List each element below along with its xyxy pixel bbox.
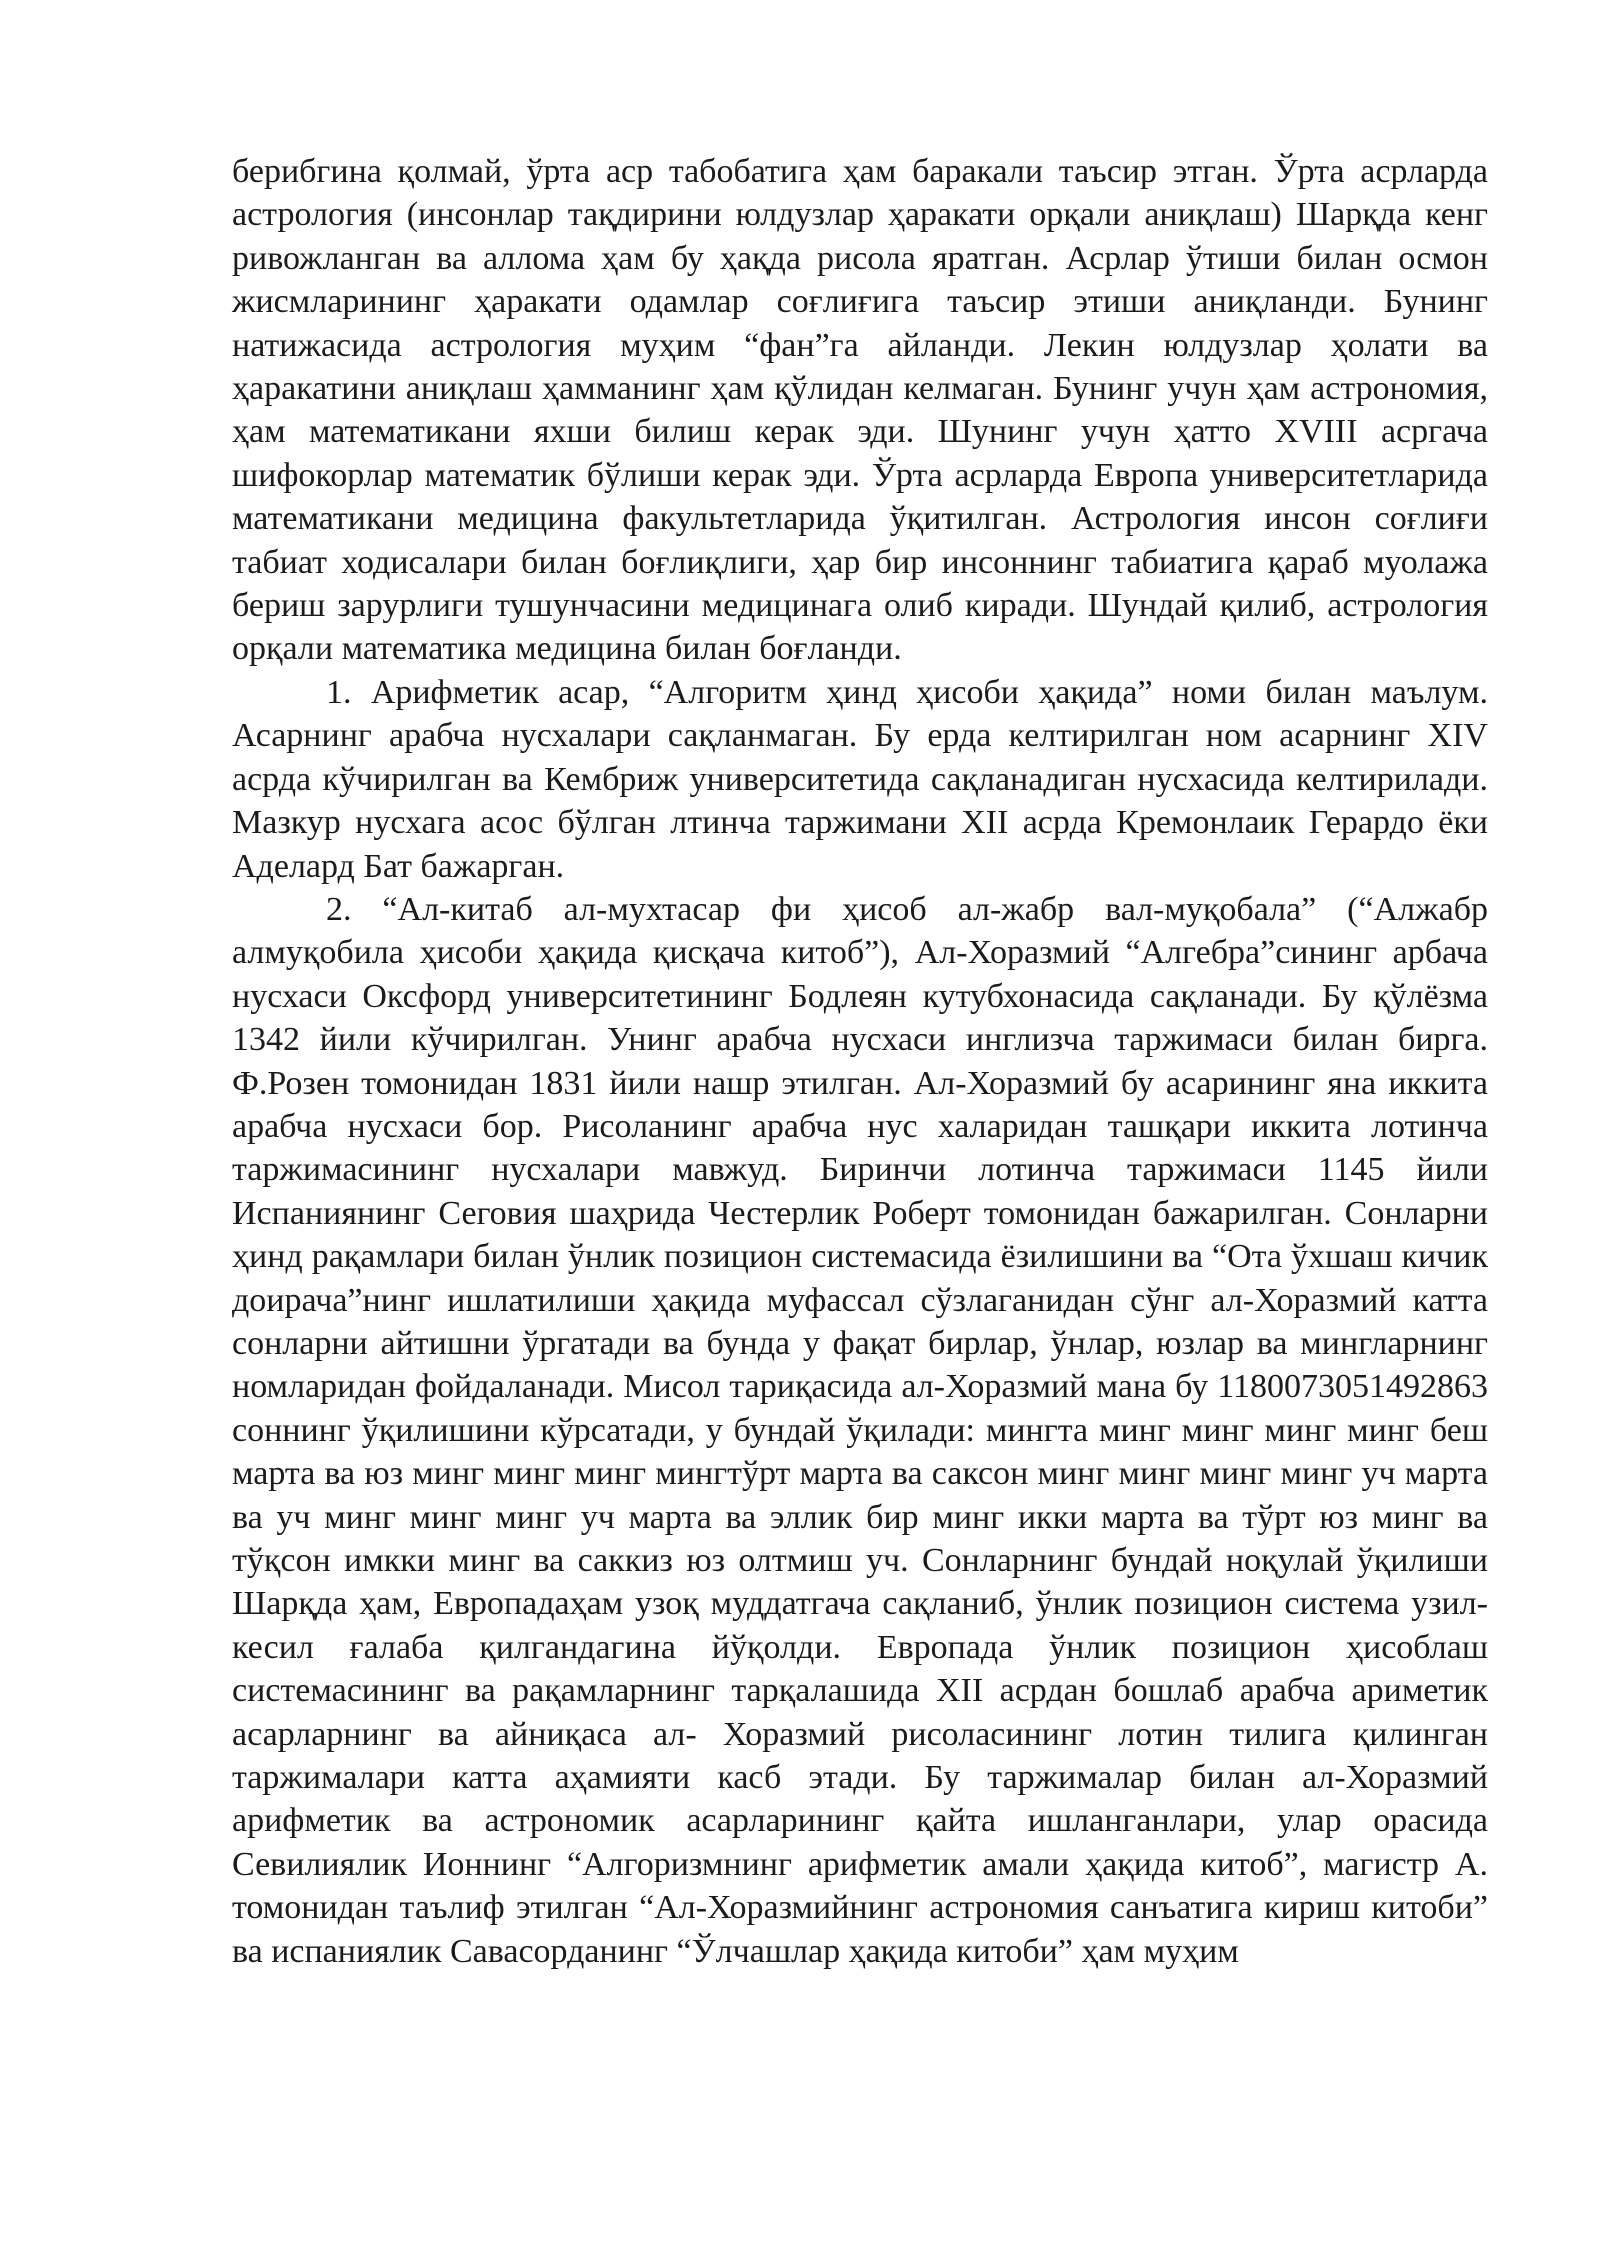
paragraph-algebra-treatise: 2. “Ал-китаб ал-мухтасар фи ҳисоб ал-жабр вал-муқобала” (“Алжабр алмуқобила ҳисоби ҳақида қисқача китоб”), Ал-Хоразмий “Алгебра”сининг арбача нусхаси Оксфорд университетининг Бодлеян кутубхонасида сақланади. Бу қўлёзма 1342 йили кўчирилган. Унинг арабча нусхаси инглизча таржимаси билан бирга. Ф.Розен томонидан 1831 йили нашр этилган. Ал-Хоразмий бу асарининг яна иккита арабча нусхаси бор. Рисоланинг арабча нус халаридан ташқари иккита лотинча таржимасининг нусхалари мавжуд. Биринчи лотинча таржимаси 1145 йили Испаниянинг Сеговия шаҳрида Честерлик Роберт томонидан бажарилган. Сонларни ҳинд рақамлари билан ўнлик позицион системасида ёзилишини ва “Ота ўхшаш кичик доирача”нинг ишлатилиши ҳақида муфассал сўзлаганидан сўнг ал-Хоразмий катта сонларни айтишни ўргатади ва бунда у фақат бирлар, ўнлар, юзлар ва мингларнинг номларидан фойдаланади. Мисол тариқасида ал-Хоразмий мана бу 1180073051492863 соннинг ўқилишини кўрсатади, у бундай ўқилади: мингта минг минг минг минг беш марта ва юз минг минг минг мингтўрт марта ва саксон минг минг минг минг уч марта ва уч минг минг минг уч марта ва эллик бир минг икки марта ва тўрт юз минг ва тўқсон имкки минг ва саккиз юз олтмиш уч. Сонларнинг бундай ноқулай ўқилиши Шарқда ҳам, Европадаҳам узоқ муддатгача сақланиб, ўнлик позицион система узил-кесил ғалаба қилгандагина йўқолди. Европада ўнлик позицион ҳисоблаш системасининг ва рақамларнинг тарқалашида XII асрдан бошлаб арабча ариметик асарларнинг ва айниқаса ал- Хоразмий рисоласининг лотин тилига қилинган таржималари катта аҳамияти касб этади. Бу таржималар билан ал-Хоразмий арифметик ва астрономик асарларининг қайта ишланганлари, улар орасида Севилиялик Ионнинг “Алгоризмнинг арифметик амали ҳақида китоб”, магистр А. томонидан таълиф этилган “Ал-Хоразмийнинг астрономия санъатига кириш китоби” ва испаниялик Савасорданинг “Ўлчашлар ҳақида китоби” ҳам муҳим	[232, 890, 1488, 1970]
paragraph-arithmetic-treatise: 1. Арифметик асар, “Алгоритм ҳинд ҳисоби ҳақида” номи билан маълум. Асарнинг арабча нусхалари сақланмаган. Бу ерда келтирилган ном асарнинг XIV асрда кўчирилган ва Кембриж университетида сақланадиган нусхасида келтирилади. Мазкур нусхага асос бўлган лтинча таржимани XII асрда Кремонлаик Герардо ёки Аделард Бат бажарган.	[232, 673, 1488, 885]
document-page	[232, 150, 1488, 1973]
paragraph-astrology: берибгина қолмай, ўрта аср табобатига ҳам баракали таъсир этган. Ўрта асрларда астрология (инсонлар тақдирини юлдузлар ҳаракати орқали аниқлаш) Шарқда кенг ривожланган ва аллома ҳам бу ҳақда рисола яратган. Асрлар ўтиши билан осмон жисмларининг ҳаракати одамлар соғлиғига таъсир этиши аниқланди. Бунинг натижасида астрология муҳим “фан”га айланди. Лекин юлдузлар ҳолати ва ҳаракатини аниқлаш ҳамманинг ҳам қўлидан келмаган. Бунинг учун ҳам астрономия, ҳам математикани яхши билиш керак эди. Шунинг учун ҳатто XVIII асргача шифокорлар математик бўлиши керак эди. Ўрта асрларда Европа университетларида математикани медицина факультетларида ўқитилган. Астрология инсон соғлиғи табиат ходисалари билан боғлиқлиги, ҳар бир инсоннинг табиатига қараб муолажа бериш зарурлиги тушунчасини медицинага олиб киради. Шундай қилиб, астрология орқали математика медицина билан боғланди.	[232, 153, 1488, 668]
